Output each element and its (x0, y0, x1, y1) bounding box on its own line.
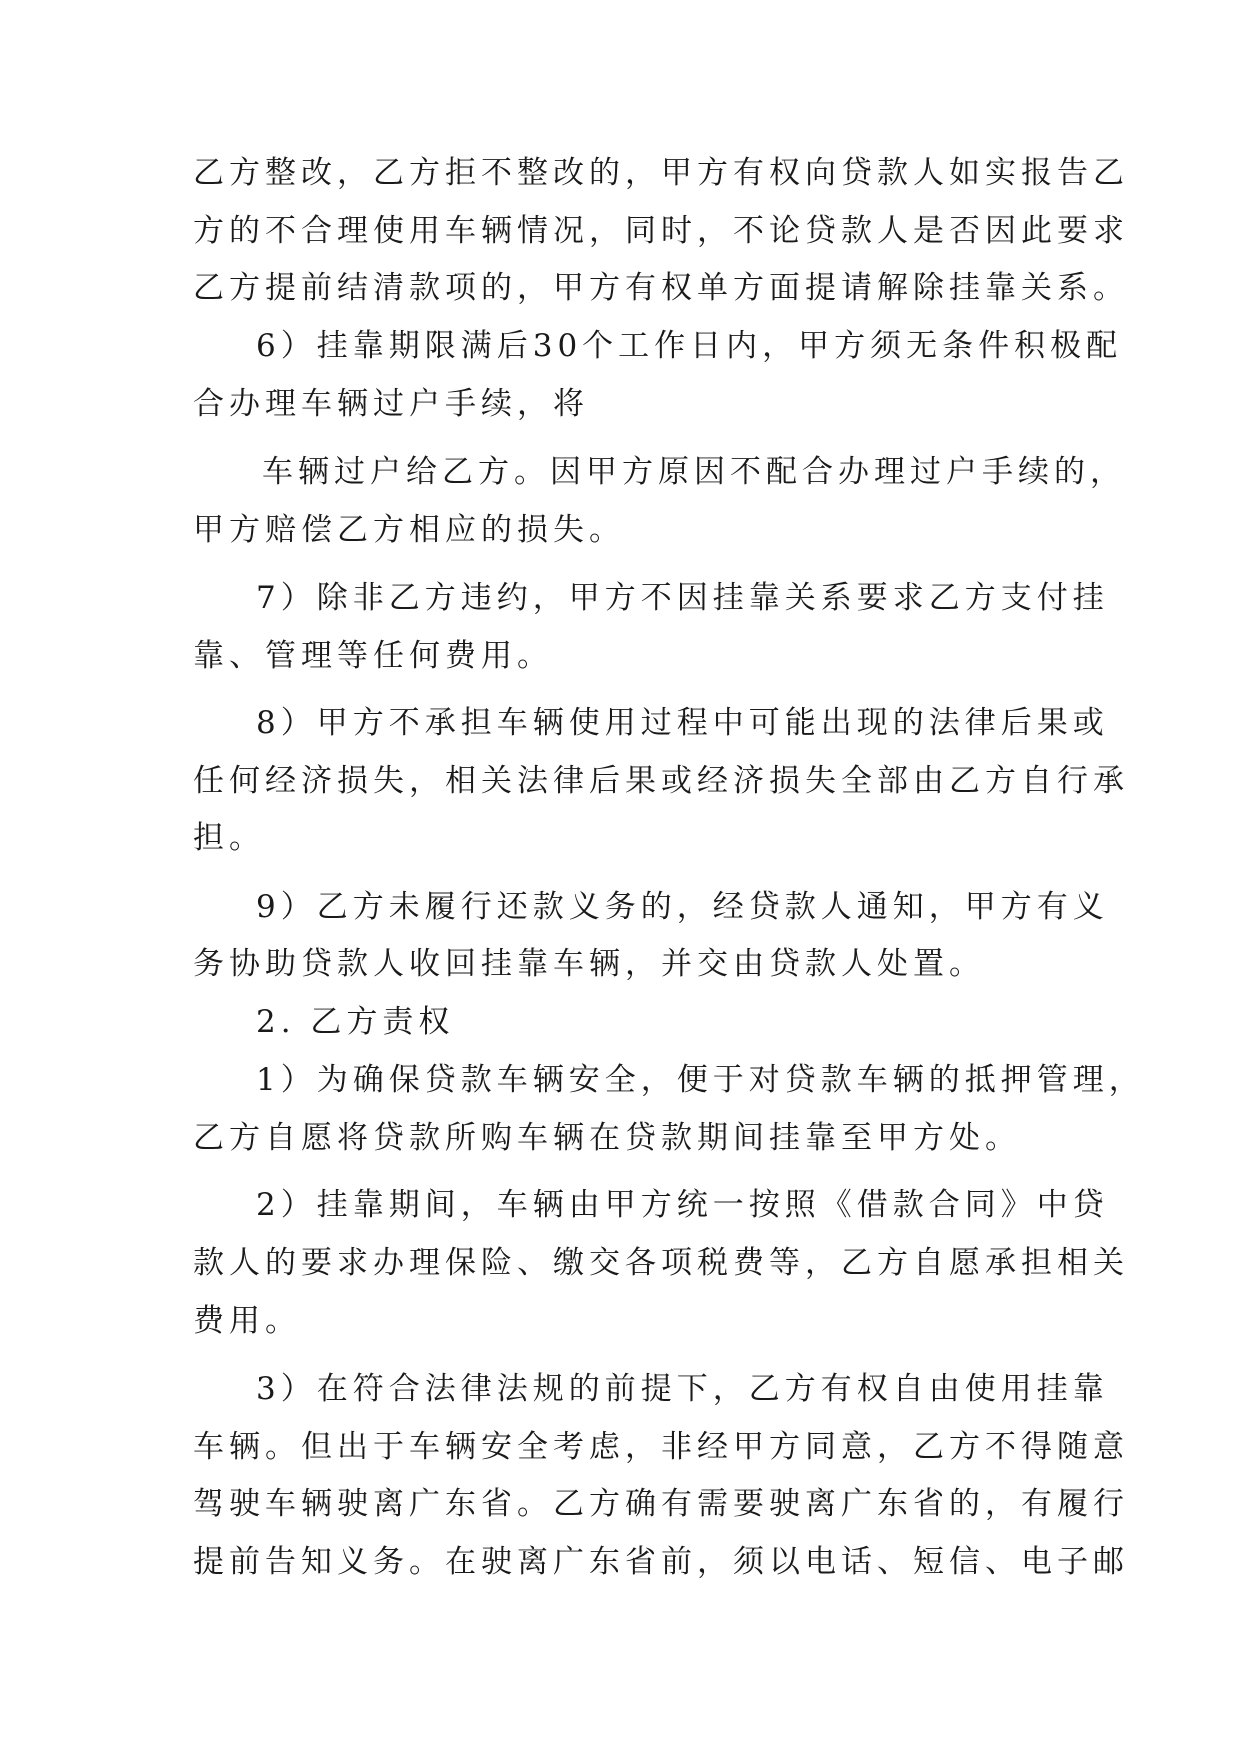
text-line: 7）除非乙方违约，甲方不因挂靠关系要求乙方支付挂 (256, 580, 1109, 616)
section-heading: 2. 乙方责权 (256, 1004, 455, 1040)
text-line: 费用。 (193, 1303, 301, 1339)
text-line: 2）挂靠期间，车辆由甲方统一按照《借款合同》中贷 (256, 1187, 1109, 1223)
text-line: 方的不合理使用车辆情况，同时，不论贷款人是否因此要求 (193, 213, 1129, 249)
text-line: 提前告知义务。在驶离广东省前，须以电话、短信、电子邮 (193, 1544, 1129, 1580)
text-line: 1）为确保贷款车辆安全，便于对贷款车辆的抵押管理， (256, 1062, 1145, 1098)
text-line: 甲方赔偿乙方相应的损失。 (193, 512, 625, 548)
text-line: 乙方整改，乙方拒不整改的，甲方有权向贷款人如实报告乙 (193, 155, 1129, 191)
text-line: 车辆过户给乙方。因甲方原因不配合办理过户手续的， (262, 454, 1126, 490)
text-line: 任何经济损失，相关法律后果或经济损失全部由乙方自行承 (193, 763, 1129, 799)
text-line: 靠、管理等任何费用。 (193, 638, 553, 674)
text-line: 6）挂靠期限满后30个工作日内，甲方须无条件积极配 (256, 328, 1123, 364)
text-line: 合办理车辆过户手续，将 (193, 386, 589, 422)
text-line: 3）在符合法律法规的前提下，乙方有权自由使用挂靠 (256, 1371, 1109, 1407)
text-line: 担。 (193, 820, 265, 856)
text-line: 乙方自愿将贷款所购车辆在贷款期间挂靠至甲方处。 (193, 1120, 1021, 1156)
text-line: 驾驶车辆驶离广东省。乙方确有需要驶离广东省的，有履行 (193, 1486, 1129, 1522)
text-line: 8）甲方不承担车辆使用过程中可能出现的法律后果或 (256, 705, 1109, 741)
text-line: 务协助贷款人收回挂靠车辆，并交由贷款人处置。 (193, 946, 985, 982)
text-line: 乙方提前结清款项的，甲方有权单方面提请解除挂靠关系。 (193, 270, 1129, 306)
text-line: 款人的要求办理保险、缴交各项税费等，乙方自愿承担相关 (193, 1245, 1129, 1281)
text-line: 9）乙方未履行还款义务的，经贷款人通知，甲方有义 (256, 889, 1109, 925)
text-line: 车辆。但出于车辆安全考虑，非经甲方同意，乙方不得随意 (193, 1429, 1129, 1465)
